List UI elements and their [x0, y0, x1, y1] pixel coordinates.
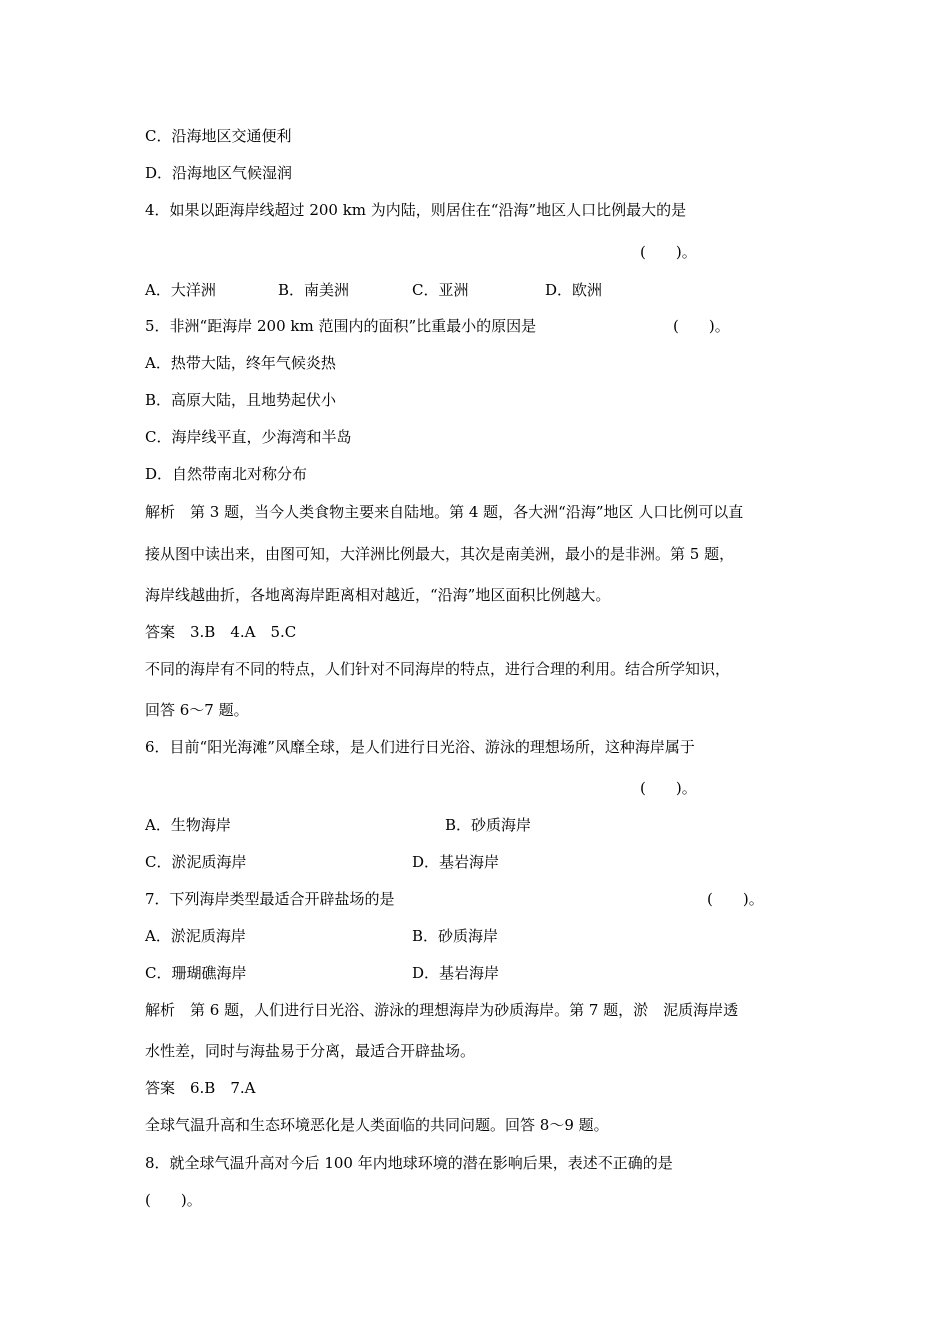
option-c-q2: C．沿海地区交通便利	[145, 127, 292, 145]
option-b-q6: B．砂质海岸	[445, 816, 532, 834]
intro-8-9: 全球气温升高和生态环境恶化是人类面临的共同问题。回答 8～9 题。	[145, 1116, 609, 1134]
explanation-1-line-2: 接从图中读出来，由图可知，大洋洲比例最大，其次是南美洲，最小的是非洲。第 5 题，	[145, 545, 735, 563]
option-a-q4: A．大洋洲	[145, 281, 216, 299]
option-d-q7: D．基岩海岸	[412, 964, 500, 982]
question-8: 8．就全球气温升高对今后 100 年内地球环境的潜在影响后果，表述不正确的是	[145, 1154, 673, 1172]
question-5: 5．非洲“距海岸 200 km 范围内的面积”比重最小的原因是	[145, 317, 537, 335]
explanation-2-line-1: 解析 第 6 题，人们进行日光浴、游泳的理想海岸为砂质海岸。第 7 题，淤 泥质海岸透	[145, 1001, 739, 1019]
answer-key-2: 答案 6.B 7.A	[145, 1079, 256, 1097]
answer-blank-q5: ( )。	[673, 317, 730, 335]
option-c-q7: C．珊瑚礁海岸	[145, 964, 247, 982]
explanation-2-line-2: 水性差，同时与海盐易于分离，最适合开辟盐场。	[145, 1042, 476, 1060]
option-c-q4: C．亚洲	[412, 281, 469, 299]
explanation-1-line-1: 解析 第 3 题，当今人类食物主要来自陆地。第 4 题，各大洲“沿海”地区 人口比例可以直	[145, 503, 744, 521]
option-a-q5: A．热带大陆，终年气候炎热	[145, 354, 336, 372]
option-d-q5: D．自然带南北对称分布	[145, 465, 308, 483]
option-c-q5: C．海岸线平直，少海湾和半岛	[145, 428, 352, 446]
answer-blank-q6: ( )。	[640, 779, 697, 797]
intro-6-7-line-1: 不同的海岸有不同的特点，人们针对不同海岸的特点，进行合理的利用。结合所学知识，	[145, 660, 731, 678]
answer-blank-q8: ( )。	[145, 1191, 202, 1209]
intro-6-7-line-2: 回答 6～7 题。	[145, 701, 249, 719]
answer-blank-q7: ( )。	[707, 890, 764, 908]
option-b-q4: B．南美洲	[278, 281, 350, 299]
answer-blank-q4: ( )。	[640, 243, 697, 261]
option-d-q6: D．基岩海岸	[412, 853, 500, 871]
option-a-q7: A．淤泥质海岸	[145, 927, 246, 945]
option-d-q2: D．沿海地区气候湿润	[145, 164, 293, 182]
option-b-q5: B．高原大陆，且地势起伏小	[145, 391, 337, 409]
question-6: 6．目前“阳光海滩”风靡全球，是人们进行日光浴、游泳的理想场所，这种海岸属于	[145, 738, 695, 756]
option-c-q6: C．淤泥质海岸	[145, 853, 247, 871]
question-4: 4．如果以距海岸线超过 200 km 为内陆，则居住在“沿海”地区人口比例最大的是	[145, 201, 687, 219]
option-d-q4: D．欧洲	[545, 281, 603, 299]
question-7: 7．下列海岸类型最适合开辟盐场的是	[145, 890, 395, 908]
explanation-1-line-3: 海岸线越曲折，各地离海岸距离相对越近，“沿海”地区面积比例越大。	[145, 586, 611, 604]
option-a-q6: A．生物海岸	[145, 816, 231, 834]
option-b-q7: B．砂质海岸	[412, 927, 499, 945]
answer-key-1: 答案 3.B 4.A 5.C	[145, 623, 297, 641]
